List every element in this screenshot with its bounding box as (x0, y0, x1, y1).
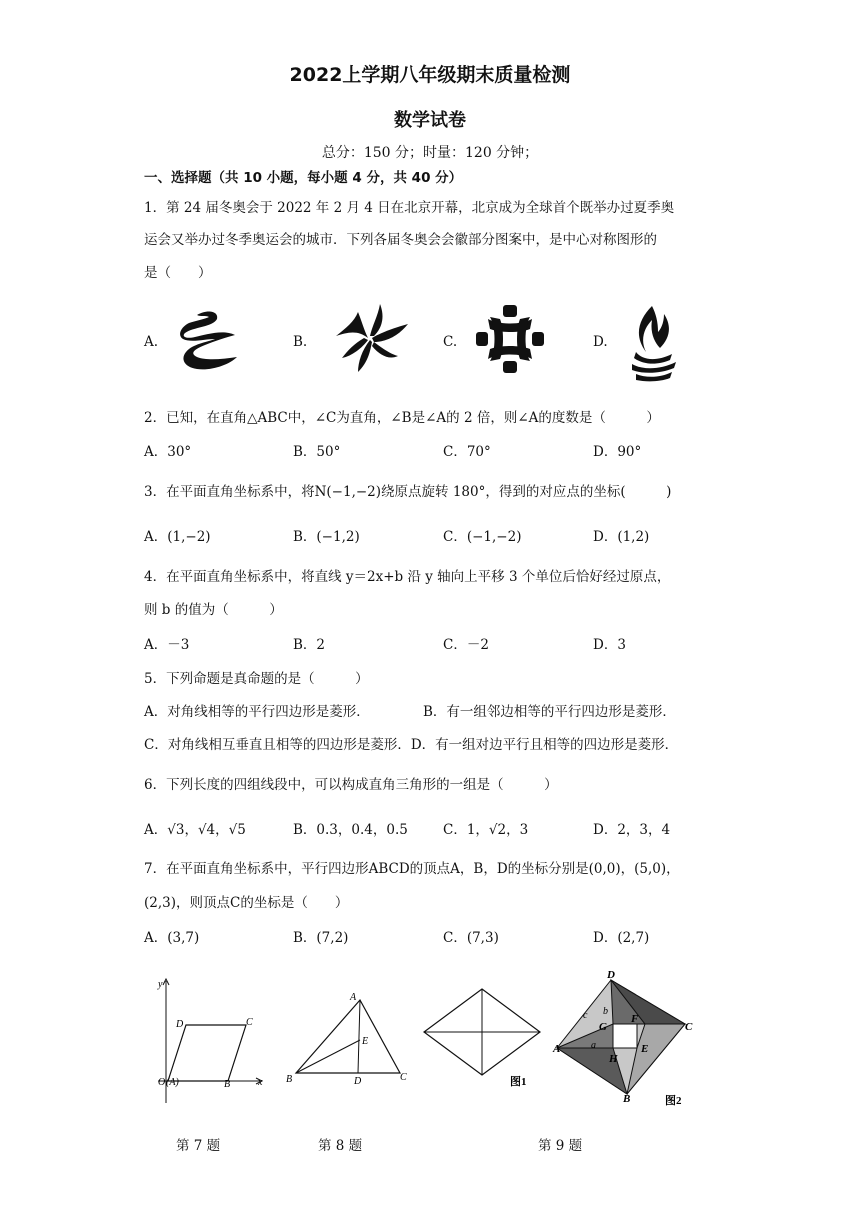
q2-option-c: C．70° (443, 444, 491, 460)
q7-line1: 7．在平面直角坐标系中，平行四边形ABCD的顶点A，B，D的坐标分别是(0,0)，(5,0)， (144, 861, 680, 877)
fig9-label-e: E (641, 1043, 649, 1055)
fig9-label-f: F (631, 1013, 639, 1025)
fig9-label-b: B (623, 1093, 631, 1105)
fig9-label-c-small: c (583, 1010, 588, 1021)
emblem-d-image (630, 302, 678, 382)
fig9-label-d: D (607, 969, 615, 981)
fig9-label-c: C (685, 1021, 693, 1033)
fig9-label-g: G (599, 1021, 607, 1033)
q3-option-c: C．(−1,−2) (443, 529, 522, 545)
fig7-label-o: O (158, 1077, 166, 1088)
q7-option-c: C．(7,3) (443, 930, 499, 946)
fig9-caption: 第 9 题 (538, 1138, 583, 1154)
q1-option-c: C. (443, 334, 458, 350)
q7-option-d: D．(2,7) (593, 930, 650, 946)
q2-option-d: D．90° (593, 444, 642, 460)
fig9-label-2: 图2 (665, 1095, 682, 1107)
q4-option-d: D．3 (593, 637, 626, 653)
fig8-label-b: B (286, 1074, 293, 1085)
q4-option-b: B．2 (293, 637, 326, 653)
figure-8-diagram (282, 988, 412, 1088)
q1-line2: 运会又举办过冬季奥运会的城市．下列各届冬奥会会徽部分图案中，是中心对称图形的 (144, 232, 657, 248)
fig8-caption: 第 8 题 (318, 1138, 363, 1154)
q6-option-c: C．1，√2，3 (443, 822, 529, 838)
q2-option-b: B．50° (293, 444, 341, 460)
q4-line2: 则 b 的值为（ ） (144, 602, 283, 618)
q1-line1: 1．第 24 届冬奥会于 2022 年 2 月 4 日在北京开幕，北京成为全球首个既举办过夏季奥 (144, 200, 675, 216)
fig8-label-c: C (400, 1072, 407, 1083)
q5-option-cd: C．对角线相互垂直且相等的四边形是菱形．D．有一组对边平行且相等的四边形是菱形． (144, 737, 679, 753)
q6-stem: 6．下列长度的四组线段中，可以构成直角三角形的一组是（ ） (144, 777, 558, 793)
q1-option-d: D. (593, 334, 608, 350)
fig8-label-e: E (362, 1036, 369, 1047)
q5-stem: 5．下列命题是真命题的是（ ） (144, 671, 369, 687)
q7-option-b: B．(7,2) (293, 930, 349, 946)
fig8-label-d: D (354, 1076, 362, 1087)
q1-line3: 是（ ） (144, 265, 212, 281)
emblem-b-image (328, 302, 410, 374)
fig9-label-h: H (609, 1053, 618, 1065)
figure-9-pinwheel-diagram (553, 968, 703, 1108)
q1-option-b: B. (293, 334, 308, 350)
q6-option-a: A．√3，√4，√5 (144, 822, 246, 838)
q3-option-d: D．(1,2) (593, 529, 650, 545)
q6-option-d: D．2，3，4 (593, 822, 671, 838)
q3-option-b: B．(−1,2) (293, 529, 360, 545)
q4-option-a: A．－3 (144, 637, 190, 653)
fig7-label-c: C (246, 1017, 253, 1028)
fig9-label-b-small: b (603, 1006, 608, 1017)
q7-option-a: A．(3,7) (144, 930, 200, 946)
section-heading: 一、选择题（共 10 小题，每小题 4 分，共 40 分） (144, 170, 463, 186)
q3-option-a: A．(1,−2) (144, 529, 211, 545)
fig7-label-x: x (258, 1077, 263, 1088)
fig7-label-y: y (158, 979, 163, 990)
q2-option-a: A．30° (144, 444, 192, 460)
q3-stem: 3．在平面直角坐标系中，将N(−1,−2)绕原点旋转 180°，得到的对应点的坐标( ) (144, 484, 672, 500)
q2-stem: 2．已知，在直角△ABC中，∠C为直角，∠B是∠A的 2 倍，则∠A的度数是（ ） (144, 410, 660, 426)
figure-7-diagram (148, 975, 268, 1105)
q4-line1: 4．在平面直角坐标系中，将直线 y＝2x+b 沿 y 轴向上平移 3 个单位后恰好经过原点， (144, 569, 671, 585)
fig7-caption: 第 7 题 (176, 1138, 221, 1154)
emblem-c-image (474, 303, 546, 375)
emblem-a-image (175, 305, 245, 375)
q5-option-a: A．对角线相等的平行四边形是菱形． (144, 704, 370, 720)
q6-option-b: B．0.3，0.4，0.5 (293, 822, 408, 838)
fig7-label-d: D (176, 1019, 184, 1030)
figure-9-rhombus-diagram (420, 985, 550, 1090)
exam-subtitle: 数学试卷 (394, 110, 466, 131)
fig8-label-a: A (350, 992, 357, 1003)
fig9-label-a: A (553, 1043, 561, 1055)
q5-option-b: B．有一组邻边相等的平行四边形是菱形． (423, 704, 676, 720)
q7-line2: (2,3)，则顶点C的坐标是（ ） (144, 895, 349, 911)
fig9-label-1: 图1 (510, 1076, 527, 1088)
exam-title: 2022上学期八年级期末质量检测 (289, 64, 571, 86)
fig9-label-a-small: a (591, 1040, 596, 1051)
q4-option-c: C．－2 (443, 637, 489, 653)
exam-meta: 总分：150 分；时量：120 分钟； (321, 145, 539, 161)
fig7-label-a: (A) (166, 1077, 179, 1088)
fig7-label-b: B (224, 1079, 231, 1090)
q1-option-a: A. (144, 334, 159, 350)
